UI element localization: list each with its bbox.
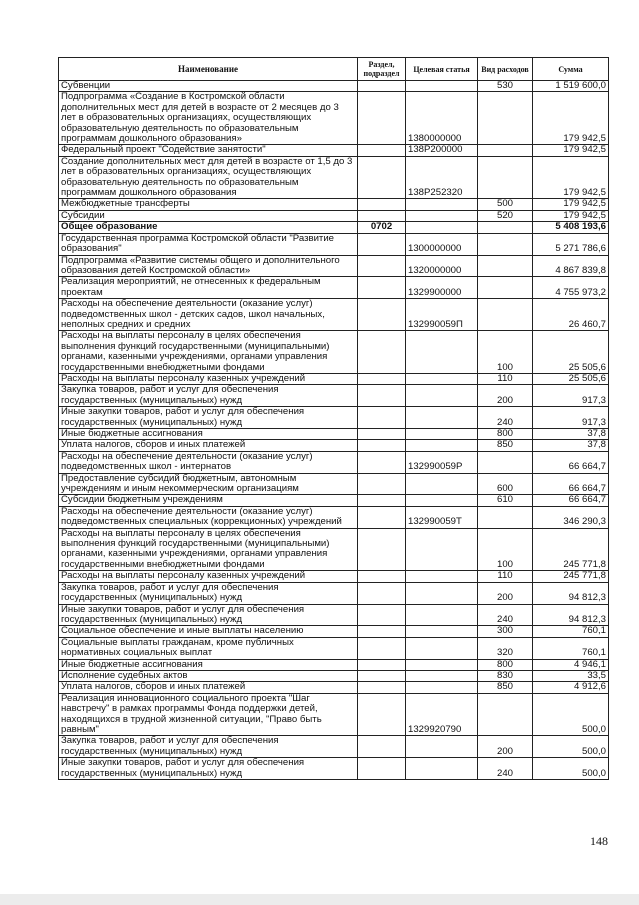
row-sum: 917,3 — [533, 385, 609, 407]
row-sum: 25 505,6 — [533, 373, 609, 384]
row-type: 300 — [478, 626, 533, 637]
row-sum: 179 942,5 — [533, 145, 609, 156]
row-name: Расходы на обеспечение деятельности (оказание услуг) подведомственных школ - интернатов — [59, 451, 358, 473]
row-target — [406, 682, 478, 693]
row-name: Исполнение судебных актов — [59, 670, 358, 681]
row-name: Социальное обеспечение и иные выплаты населению — [59, 626, 358, 637]
row-sum: 500,0 — [533, 736, 609, 758]
row-target: 1329920790 — [406, 693, 478, 736]
row-section — [358, 145, 406, 156]
row-name: Реализация инновационного социального проекта "Шаг навстречу" в рамках программы Фонда поддержки детей, находящихся в трудной жизненной ситуации, "Право быть равным" — [59, 693, 358, 736]
row-name: Иные закупки товаров, работ и услуг для обеспечения государственных (муниципальных) нужд — [59, 407, 358, 429]
row-name: Расходы на выплаты персоналу казенных учреждений — [59, 373, 358, 384]
row-type — [478, 277, 533, 299]
row-target — [406, 210, 478, 221]
row-section — [358, 571, 406, 582]
row-type: 610 — [478, 495, 533, 506]
row-sum: 94 812,3 — [533, 604, 609, 626]
row-section — [358, 210, 406, 221]
row-type — [478, 222, 533, 233]
row-name: Расходы на выплаты персоналу в целях обеспечения выполнения функций государственными (муниципальными) органами, казенными учреждениями, органами управления государственными внебюджетными фондами — [59, 528, 358, 571]
table-row — [59, 156, 609, 199]
row-section — [358, 299, 406, 331]
row-target — [406, 571, 478, 582]
budget-page — [58, 57, 609, 780]
table-row — [59, 199, 609, 210]
row-sum: 66 664,7 — [533, 473, 609, 495]
row-name: Федеральный проект "Содействие занятости" — [59, 145, 358, 156]
table-row — [59, 682, 609, 693]
row-sum: 5 408 193,6 — [533, 222, 609, 233]
row-name: Государственная программа Костромской области "Развитие образования" — [59, 233, 358, 255]
row-target: 132990059П — [406, 299, 478, 331]
table-row — [59, 736, 609, 758]
row-name: Иные бюджетные ассигнования — [59, 429, 358, 440]
row-name: Общее образование — [59, 222, 358, 233]
row-name: Расходы на выплаты персоналу в целях обеспечения выполнения функций государственными (муниципальными) органами, казенными учреждениями, органами управления государственными внебюджетными фондами — [59, 331, 358, 374]
row-target: 1320000000 — [406, 255, 478, 277]
row-type: 200 — [478, 736, 533, 758]
row-target — [406, 736, 478, 758]
row-sum: 66 664,7 — [533, 451, 609, 473]
row-sum: 917,3 — [533, 407, 609, 429]
row-target: 1300000000 — [406, 233, 478, 255]
row-name: Подпрограмма «Развитие системы общего и дополнительного образования детей Костромской области» — [59, 255, 358, 277]
table-row — [59, 440, 609, 451]
row-sum: 346 290,3 — [533, 506, 609, 528]
row-target — [406, 331, 478, 374]
row-type: 200 — [478, 385, 533, 407]
row-target — [406, 81, 478, 92]
row-name: Расходы на обеспечение деятельности (оказание услуг) подведомственных специальных (коррекционных) учреждений — [59, 506, 358, 528]
row-target — [406, 528, 478, 571]
row-sum: 179 942,5 — [533, 199, 609, 210]
table-row — [59, 670, 609, 681]
row-type: 850 — [478, 440, 533, 451]
row-section — [358, 528, 406, 571]
row-sum: 94 812,3 — [533, 582, 609, 604]
row-name: Социальные выплаты гражданам, кроме публичных нормативных социальных выплат — [59, 637, 358, 659]
row-sum: 26 460,7 — [533, 299, 609, 331]
table-row — [59, 626, 609, 637]
row-section — [358, 637, 406, 659]
row-sum: 500,0 — [533, 758, 609, 780]
row-type — [478, 92, 533, 145]
row-sum: 179 942,5 — [533, 210, 609, 221]
table-row — [59, 255, 609, 277]
row-sum: 5 271 786,6 — [533, 233, 609, 255]
row-name: Уплата налогов, сборов и иных платежей — [59, 682, 358, 693]
row-type: 240 — [478, 758, 533, 780]
row-sum: 37,8 — [533, 429, 609, 440]
page-number: 148 — [590, 834, 608, 848]
row-section — [358, 659, 406, 670]
table-row — [59, 473, 609, 495]
row-section — [358, 626, 406, 637]
table-row — [59, 659, 609, 670]
table-row — [59, 571, 609, 582]
table-row — [59, 604, 609, 626]
row-target: 132990059Т — [406, 506, 478, 528]
row-type — [478, 451, 533, 473]
row-target: 138P200000 — [406, 145, 478, 156]
table-row — [59, 758, 609, 780]
row-type: 800 — [478, 429, 533, 440]
row-section — [358, 277, 406, 299]
row-target: 1329900000 — [406, 277, 478, 299]
row-type: 200 — [478, 582, 533, 604]
row-section — [358, 506, 406, 528]
row-type: 800 — [478, 659, 533, 670]
table-row — [59, 495, 609, 506]
row-name: Расходы на обеспечение деятельности (оказание услуг) подведомственных школ - детских садов, школ начальных, неполных средних и средних — [59, 299, 358, 331]
header-name: Наименование — [59, 58, 358, 81]
table-row — [59, 210, 609, 221]
budget-table — [58, 57, 609, 780]
row-section — [358, 81, 406, 92]
row-section: 0702 — [358, 222, 406, 233]
row-name: Закупка товаров, работ и услуг для обеспечения государственных (муниципальных) нужд — [59, 736, 358, 758]
row-name: Уплата налогов, сборов и иных платежей — [59, 440, 358, 451]
row-name: Иные бюджетные ассигнования — [59, 659, 358, 670]
row-section — [358, 373, 406, 384]
row-sum: 1 519 600,0 — [533, 81, 609, 92]
table-row — [59, 506, 609, 528]
table-row — [59, 637, 609, 659]
row-target — [406, 637, 478, 659]
row-type: 100 — [478, 331, 533, 374]
row-section — [358, 736, 406, 758]
row-sum: 25 505,6 — [533, 331, 609, 374]
row-type — [478, 233, 533, 255]
header-sum: Сумма — [533, 58, 609, 81]
row-sum: 4 946,1 — [533, 659, 609, 670]
row-type: 520 — [478, 210, 533, 221]
row-type: 830 — [478, 670, 533, 681]
row-name: Закупка товаров, работ и услуг для обеспечения государственных (муниципальных) нужд — [59, 385, 358, 407]
row-sum: 4 867 839,8 — [533, 255, 609, 277]
row-sum: 4 912,6 — [533, 682, 609, 693]
row-section — [358, 255, 406, 277]
row-type: 100 — [478, 528, 533, 571]
row-section — [358, 758, 406, 780]
row-sum: 179 942,5 — [533, 156, 609, 199]
table-row-section-total — [59, 222, 609, 233]
row-sum: 500,0 — [533, 693, 609, 736]
row-sum: 4 755 973,2 — [533, 277, 609, 299]
page-bottom-band — [0, 894, 639, 905]
row-section — [358, 233, 406, 255]
row-section — [358, 385, 406, 407]
row-sum: 179 942,5 — [533, 92, 609, 145]
row-type — [478, 299, 533, 331]
table-row — [59, 582, 609, 604]
row-name: Расходы на выплаты персоналу казенных учреждений — [59, 571, 358, 582]
row-target — [406, 626, 478, 637]
header-section: Раздел, подраздел — [358, 58, 406, 81]
row-type: 320 — [478, 637, 533, 659]
row-target — [406, 473, 478, 495]
row-section — [358, 693, 406, 736]
row-target: 1380000000 — [406, 92, 478, 145]
row-target — [406, 373, 478, 384]
row-section — [358, 495, 406, 506]
table-row — [59, 145, 609, 156]
row-section — [358, 451, 406, 473]
header-target: Целевая статья — [406, 58, 478, 81]
row-type — [478, 255, 533, 277]
row-section — [358, 604, 406, 626]
row-name: Субсидии — [59, 210, 358, 221]
table-row — [59, 407, 609, 429]
row-type: 110 — [478, 373, 533, 384]
row-target — [406, 429, 478, 440]
row-name: Субсидии бюджетным учреждениям — [59, 495, 358, 506]
row-name: Реализация мероприятий, не отнесенных к федеральным проектам — [59, 277, 358, 299]
row-name: Предоставление субсидий бюджетным, автономным учреждениям и иным некоммерческим организациям — [59, 473, 358, 495]
table-row — [59, 385, 609, 407]
row-section — [358, 331, 406, 374]
row-sum: 245 771,8 — [533, 571, 609, 582]
row-section — [358, 407, 406, 429]
table-row — [59, 92, 609, 145]
row-section — [358, 473, 406, 495]
row-target — [406, 407, 478, 429]
row-target — [406, 604, 478, 626]
table-row — [59, 373, 609, 384]
row-target — [406, 659, 478, 670]
row-type: 600 — [478, 473, 533, 495]
row-target: 132990059Р — [406, 451, 478, 473]
table-row — [59, 451, 609, 473]
row-section — [358, 682, 406, 693]
row-section — [358, 440, 406, 451]
row-name: Закупка товаров, работ и услуг для обеспечения государственных (муниципальных) нужд — [59, 582, 358, 604]
row-sum: 760,1 — [533, 626, 609, 637]
row-sum: 245 771,8 — [533, 528, 609, 571]
row-sum: 37,8 — [533, 440, 609, 451]
row-type: 530 — [478, 81, 533, 92]
row-name: Межбюджетные трансферты — [59, 199, 358, 210]
row-type: 850 — [478, 682, 533, 693]
row-type: 500 — [478, 199, 533, 210]
row-type — [478, 506, 533, 528]
row-type: 110 — [478, 571, 533, 582]
row-target — [406, 582, 478, 604]
row-target — [406, 670, 478, 681]
row-sum: 760,1 — [533, 637, 609, 659]
row-target — [406, 758, 478, 780]
row-section — [358, 156, 406, 199]
table-header-row — [59, 58, 609, 81]
table-row — [59, 81, 609, 92]
row-target: 138P252320 — [406, 156, 478, 199]
row-section — [358, 429, 406, 440]
row-target — [406, 495, 478, 506]
table-row — [59, 233, 609, 255]
row-name: Иные закупки товаров, работ и услуг для обеспечения государственных (муниципальных) нужд — [59, 604, 358, 626]
row-sum: 66 664,7 — [533, 495, 609, 506]
row-name: Иные закупки товаров, работ и услуг для обеспечения государственных (муниципальных) нужд — [59, 758, 358, 780]
table-row — [59, 299, 609, 331]
table-row — [59, 429, 609, 440]
row-type — [478, 145, 533, 156]
row-name: Субвенции — [59, 81, 358, 92]
header-type: Вид расходов — [478, 58, 533, 81]
row-target — [406, 440, 478, 451]
row-section — [358, 199, 406, 210]
row-section — [358, 92, 406, 145]
row-type — [478, 156, 533, 199]
row-target — [406, 199, 478, 210]
row-type: 240 — [478, 604, 533, 626]
table-row — [59, 331, 609, 374]
row-target — [406, 385, 478, 407]
row-name: Создание дополнительных мест для детей в возрасте от 1,5 до 3 лет в образовательных организациях, осуществляющих образовательную деятельность по образовательным программам дошкольного образования — [59, 156, 358, 199]
table-row — [59, 277, 609, 299]
row-sum: 33,5 — [533, 670, 609, 681]
row-name: Подпрограмма «Создание в Костромской области дополнительных мест для детей в возрасте от 2 месяцев до 3 лет в образовательных организациях, осуществляющих образовательную деятельность по образовательным программам дошкольного образования» — [59, 92, 358, 145]
table-row — [59, 528, 609, 571]
row-type: 240 — [478, 407, 533, 429]
table-row — [59, 693, 609, 736]
row-type — [478, 693, 533, 736]
row-target — [406, 222, 478, 233]
row-section — [358, 582, 406, 604]
row-section — [358, 670, 406, 681]
